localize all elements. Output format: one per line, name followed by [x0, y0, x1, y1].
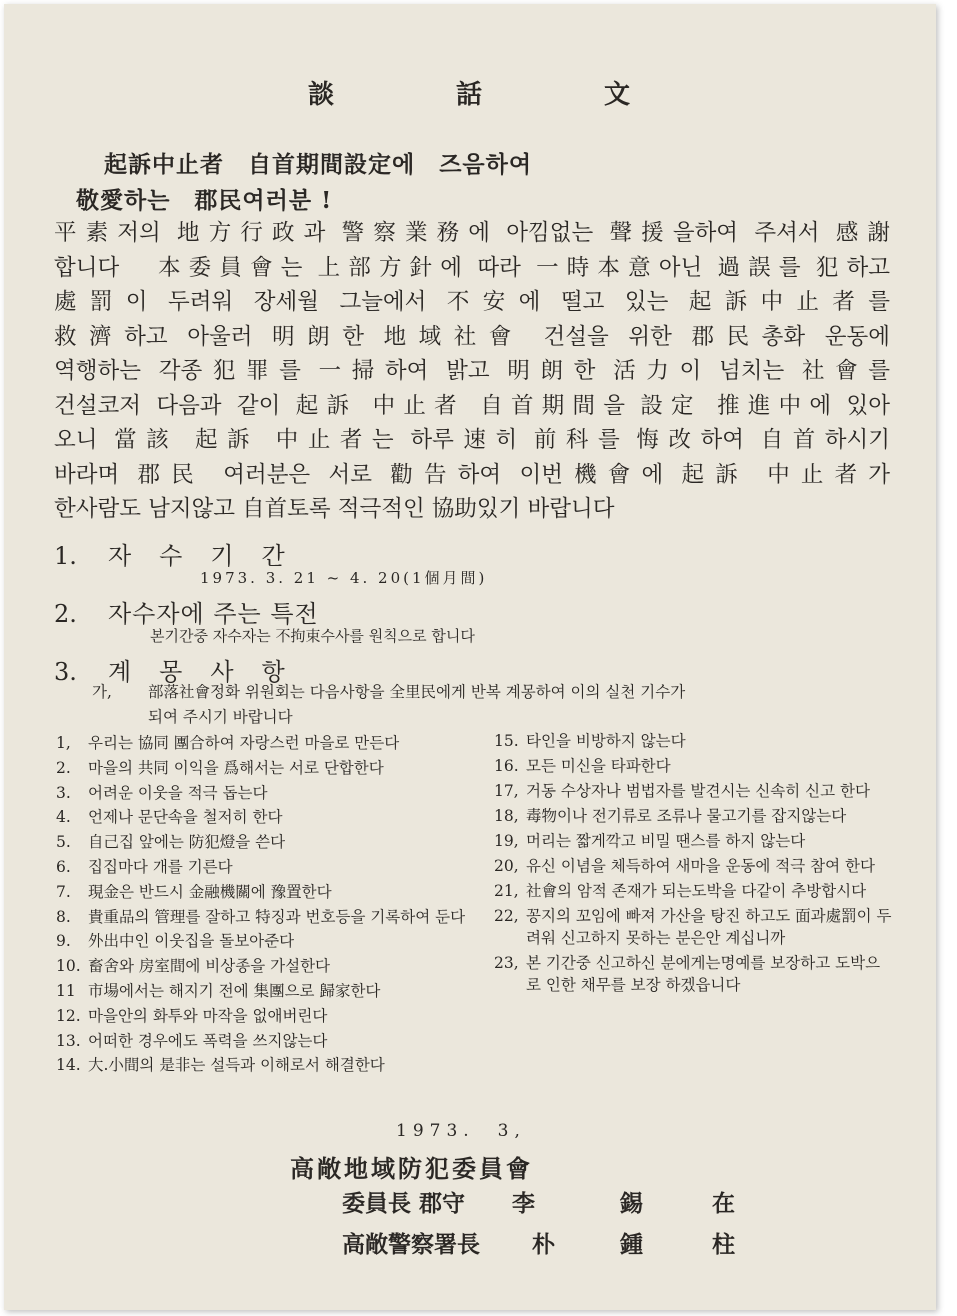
item-number: 8.	[56, 907, 71, 926]
item-text: 市場에서는 해지기 전에 集團으로 歸家한다	[88, 981, 381, 1000]
list-item	[494, 880, 894, 902]
item-number: 22,	[494, 907, 519, 925]
item-text: 自己집 앞에는 防犯燈을 쓴다	[88, 833, 286, 852]
signer-title: 高敞警察署長	[342, 1231, 480, 1258]
signer-title: 委員長 郡守	[342, 1190, 466, 1217]
item-number: 21,	[494, 882, 519, 900]
list-item	[494, 805, 894, 827]
items-right-column	[494, 730, 894, 999]
item-number: 19,	[494, 832, 519, 850]
signature-chairman	[342, 1185, 742, 1218]
section-detail: 1973. 3. 21 ~ 4. 20(1個月間)	[200, 569, 488, 587]
section-heading	[54, 536, 287, 571]
item-number: 2.	[56, 758, 71, 777]
body-line: 바라며 郡民 여러분은 서로 勸告하여 이번機會에 起訴 中止者가	[54, 461, 890, 488]
list-item	[56, 1005, 476, 1027]
item-number: 18,	[494, 807, 519, 825]
list-item	[56, 856, 476, 878]
item-text: 우리는 協同 團合하여 자랑스런 마을로 만든다	[88, 734, 400, 752]
list-item	[56, 906, 476, 928]
body-line: 救濟하고 아울러 明朗한 地域社會 건설을 위한 郡民총화 운동에	[54, 323, 890, 350]
item-text: 畜舍와 房室間에 비상종을 가설한다	[88, 957, 331, 976]
item-text: 집집마다 개를 기른다	[88, 857, 233, 876]
item-number: 17,	[494, 782, 519, 800]
notice-text: 되여 주시기 바랍니다	[148, 708, 293, 726]
item-text: 본 기간중 신고하신 분에게는명예를 보장하고 도박으로 인한 채무를 보장 하겠읍니다	[526, 954, 881, 994]
list-item	[494, 830, 894, 852]
section-detail: 본기간중 자수자는 不拘束수사를 원칙으로 합니다	[150, 627, 475, 645]
list-item	[56, 732, 476, 754]
list-item	[494, 730, 894, 752]
item-text: 거동 수상자나 범법자를 발견시는 신속히 신고 한다	[526, 782, 870, 800]
item-text: 마을의 共同 이익을 爲해서는 서로 단합한다	[88, 758, 384, 777]
section-label: 자수자에 주는 특전	[108, 600, 319, 628]
list-item	[56, 806, 476, 828]
item-text: 어려운 이웃을 적극 돕는다	[88, 783, 268, 802]
section-number: 1.	[54, 542, 77, 570]
item-number: 11	[56, 981, 76, 1000]
notice-text: 部落社會정화 위원회는 다음사항을 全里民에게 반복 계몽하여 이의 실천 기수가	[148, 683, 686, 701]
item-text: 마을안의 화투와 마작을 없애버린다	[88, 1006, 328, 1025]
item-number: 5.	[56, 833, 71, 852]
item-text: 언제나 문단속을 철저히 한다	[88, 808, 283, 827]
list-item	[56, 930, 476, 952]
item-text: 모든 미신을 타파한다	[526, 757, 671, 775]
body-line: 건설코저 다음과 같이 起訴 中止者 自首期間을 設定 推進中에 있아	[54, 392, 890, 419]
item-text: 머리는 짧게깍고 비밀 땐스를 하지 않는다	[526, 832, 806, 850]
section-label: 자 수 기 간	[108, 542, 287, 570]
list-item	[494, 855, 894, 877]
body-paragraph	[54, 216, 890, 527]
title-char: 話	[455, 80, 484, 110]
signer-name-char: 柱	[712, 1231, 735, 1258]
item-number: 6.	[56, 857, 71, 876]
item-number: 9.	[56, 932, 71, 951]
items-left-column	[56, 732, 476, 1079]
item-text: 現金은 반드시 金融機關에 豫置한다	[88, 882, 332, 901]
list-item	[494, 905, 894, 949]
signer-name-char: 朴	[532, 1231, 555, 1258]
signer-name-char: 鍾	[620, 1231, 643, 1258]
list-item	[494, 755, 894, 777]
list-item	[56, 955, 476, 977]
item-text: 타인을 비방하지 않는다	[526, 732, 686, 750]
item-text: 어떠한 경우에도 폭력을 쓰지않는다	[88, 1031, 328, 1050]
signer-name-char: 在	[712, 1190, 735, 1217]
issue-date: 1973. 3,	[396, 1121, 526, 1141]
list-item	[56, 757, 476, 779]
notice-paper	[4, 4, 936, 1310]
item-number: 3.	[56, 783, 71, 802]
notice-instruction	[92, 680, 897, 730]
document-subject: 起訴中止者 自首期間設定에 즈음하여	[104, 151, 533, 178]
item-number: 7.	[56, 882, 71, 901]
notice-marker: 가,	[92, 683, 112, 701]
issuing-organization: 高敞地域防犯委員會	[290, 1154, 533, 1183]
list-item	[56, 881, 476, 903]
greeting: 敬愛하는 郡民여러분 !	[76, 187, 333, 214]
item-number: 13.	[56, 1031, 81, 1050]
section-number: 2.	[54, 600, 77, 628]
item-number: 20,	[494, 857, 519, 875]
item-text: 꽁지의 꼬임에 빠져 가산을 탕진 하고도 面과處罰이 두려워 신고하지 못하는 분은안 계십니까	[526, 907, 892, 947]
title-char: 文	[604, 80, 633, 110]
body-line: 平素저의 地方行政과 警察業務에 아낌없는 聲援을하여 주셔서 感謝	[54, 220, 890, 246]
item-number: 12.	[56, 1006, 81, 1025]
list-item	[494, 780, 894, 802]
item-text: 毒物이나 전기류로 조류나 물고기를 잡지않는다	[526, 807, 847, 825]
body-line: 한사람도 남지않고 自首토록 적극적인 協助있기 바랍니다	[54, 496, 615, 522]
item-number: 10.	[56, 957, 81, 976]
item-number: 23,	[494, 954, 519, 972]
document-title	[4, 74, 936, 111]
body-line: 합니다 本委員會는 上部方針에 따라 一時本意아닌 過誤를 犯하고	[54, 254, 890, 281]
section-heading	[54, 594, 319, 629]
list-item	[56, 1030, 476, 1052]
list-item	[56, 1054, 476, 1076]
section-label: 계 몽 사 항	[108, 658, 287, 686]
body-line: 오니 當該 起訴 中止者는 하루速히 前科를 悔改하여 自首하시기	[54, 427, 890, 453]
item-text: 유신 이념을 체득하여 새마을 운동에 적극 참여 한다	[526, 857, 875, 875]
item-number: 15.	[494, 732, 519, 750]
list-item	[56, 782, 476, 804]
signature-police-chief	[342, 1226, 742, 1259]
item-text: 大.小間의 是非는 설득과 이해로서 해결한다	[88, 1056, 385, 1075]
item-number: 14.	[56, 1056, 81, 1075]
list-item	[56, 980, 476, 1002]
item-text: 社會의 암적 존재가 되는도박을 다같이 추방합시다	[526, 882, 867, 900]
item-text: 貴重品의 管理를 잘하고 特징과 번호등을 기록하여 둔다	[88, 907, 466, 926]
body-line: 處罰이 두려워 장세월 그늘에서 不安에 떨고 있는 起訴中止者를	[54, 289, 890, 315]
list-item	[494, 952, 894, 996]
signer-name-char: 李	[512, 1190, 535, 1217]
item-number: 16.	[494, 757, 519, 775]
item-number: 4.	[56, 808, 71, 827]
item-text: 外出中인 이웃집을 돌보아준다	[88, 932, 295, 951]
section-number: 3.	[54, 658, 77, 686]
title-char: 談	[307, 80, 336, 110]
list-item	[56, 831, 476, 853]
body-line: 역행하는 각종犯罪를 一掃하여 밝고 明朗한 活力이 넘치는 社會를	[54, 358, 890, 384]
item-number: 1,	[56, 734, 71, 752]
signer-name-char: 錫	[620, 1190, 643, 1217]
